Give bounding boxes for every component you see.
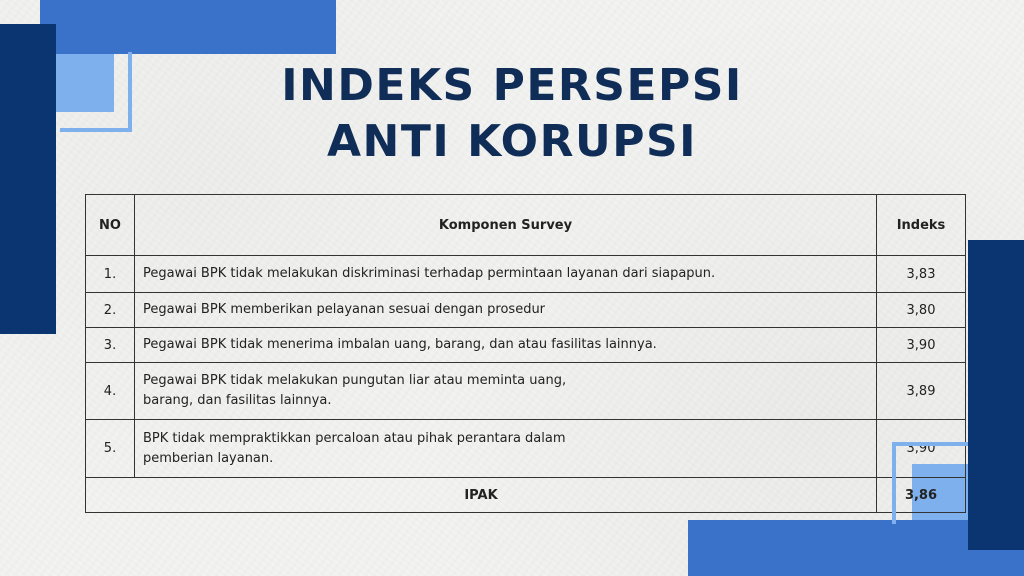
- decor-block-top-mid: [40, 0, 336, 54]
- decor-bar-right-dark: [968, 240, 1024, 550]
- row-number: 2.: [86, 293, 135, 328]
- row-index-value: 3,90: [877, 420, 966, 478]
- row-index-value: 3,83: [877, 256, 966, 293]
- row-index-value: 3,80: [877, 293, 966, 328]
- footer-value: 3,86: [877, 478, 966, 513]
- row-index-value: 3,90: [877, 328, 966, 363]
- header-index: Indeks: [877, 195, 966, 256]
- row-component-line: barang, dan fasilitas lainnya.: [143, 393, 332, 408]
- row-component-line: Pegawai BPK memberikan pelayanan sesuai dengan prosedur: [143, 302, 546, 317]
- title-line-1: INDEKS PERSEPSI: [281, 60, 743, 111]
- row-number: 1.: [86, 256, 135, 293]
- table-row: [86, 363, 966, 420]
- row-component: [135, 293, 877, 328]
- table-row: [86, 328, 966, 363]
- row-number: 5.: [86, 420, 135, 478]
- row-number: 4.: [86, 363, 135, 420]
- survey-table: [85, 194, 966, 513]
- table-footer-row: [86, 478, 966, 513]
- row-component-line: pemberian layanan.: [143, 450, 274, 466]
- table-row: [86, 293, 966, 328]
- row-component: [135, 328, 877, 363]
- row-index-value: 3,89: [877, 363, 966, 420]
- row-component-line: BPK tidak mempraktikkan percaloan atau pihak perantara dalam: [143, 430, 566, 446]
- table-row: [86, 420, 966, 478]
- footer-label: IPAK: [86, 478, 877, 513]
- row-component-line: Pegawai BPK tidak melakukan diskriminasi terhadap permintaan layanan dari siapapun.: [143, 266, 716, 281]
- row-component-line: Pegawai BPK tidak melakukan pungutan liar atau meminta uang,: [143, 373, 567, 388]
- header-no: NO: [86, 195, 135, 256]
- title-line-2: ANTI KORUPSI: [326, 116, 698, 167]
- table-header-row: [86, 195, 966, 256]
- row-number: 3.: [86, 328, 135, 363]
- header-component: Komponen Survey: [135, 195, 877, 256]
- page-title: [0, 58, 1024, 170]
- decor-outline-bottom: [892, 442, 968, 524]
- row-component-line: Pegawai BPK tidak menerima imbalan uang, barang, dan atau fasilitas lainnya.: [143, 337, 657, 352]
- row-component: [135, 256, 877, 293]
- row-component: [135, 363, 877, 420]
- row-component: [135, 420, 877, 478]
- table-row: [86, 256, 966, 293]
